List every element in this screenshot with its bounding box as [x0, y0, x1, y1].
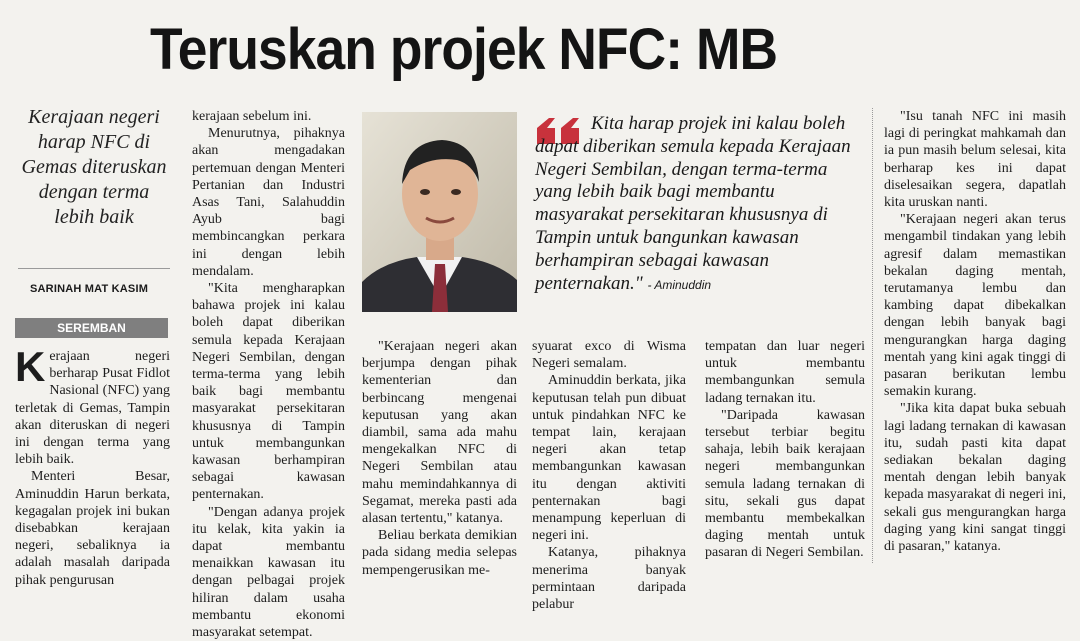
paragraph: "Isu tanah NFC ini masih lagi di peringkat mahkamah dan ia pun masih belum selesai, kita berharap kes ini dapat diselesaikan segera, dapatlah kita uruskan nanti. [884, 109, 1066, 211]
deck-rule [18, 268, 170, 269]
portrait-illustration [362, 112, 517, 312]
drop-cap: K [15, 343, 46, 390]
pull-quote [535, 113, 855, 296]
article-column-5 [705, 338, 865, 561]
paragraph: "Kerajaan negeri akan terus mengambil tindakan yang lebih agresif dalam memastikan bekalan daging mentah, terutamanya lembu dan kambing dapat dibekalkan dengan lebih banyak bagi mengurangkan harga daging mentah yang kini agak tinggi di pasaran berikutan lembu semakin kurang. [884, 212, 1066, 400]
deck-subheading: Kerajaan negeri harap NFC di Gemas diteruskan dengan terma lebih baik [21, 106, 167, 228]
article-column-2 [192, 108, 345, 641]
portrait-photo [362, 112, 517, 312]
paragraph: "Jika kita dapat buka sebuah lagi ladang ternakan di kawasan itu, sudah pasti kita dapat sediakan bekalan daging mentah dengan lebih banyak kepada masyarakat di negeri ini, sekali gus mengurangkan harga daging yang kini sangat tinggi di pasaran," katanya. [884, 401, 1066, 555]
article-column-4 [532, 338, 686, 613]
article-column-6 [884, 108, 1066, 563]
paragraph: "Kita mengharapkan bahawa projek ini kalau boleh dapat diberikan semula kepada Kerajaan Negeri Sembilan, dengan terma-terma yang lebih baik bagi membantu masyarakat persekitaran khususnya di Tampin untuk membangunkan kawasan berhampiran sebagai kawasan penternakan. [192, 281, 345, 503]
paragraph: Menteri Besar, Aminuddin Harun berkata, kegagalan projek ini bukan disebabkan kerajaan negeri, sebaliknya ia adalah masalah daripada pihak pengurusan [15, 469, 170, 588]
paragraph: "Dengan adanya projek itu kelak, kita yakin ia dapat membantu menaikkan kawasan itu dengan pelbagai projek hiliran dalam usaha membantu ekonomi masyarakat setempat. [192, 504, 345, 641]
paragraph: Katanya, pihaknya menerima banyak permintaan daripada pelabur [532, 545, 686, 613]
paragraph: kerajaan sebelum ini. [192, 109, 312, 124]
adjacent-page-bleed [1010, 40, 1080, 90]
article-column-3 [362, 338, 517, 578]
dateline-bar: SEREMBAN [15, 318, 168, 338]
byline: SARINAH MAT KASIM [30, 283, 149, 295]
paragraph: "Daripada kawasan tersebut terbiar begitu sahaja, lebih baik kerajaan negeri membangunkan semula ladang ternakan di situ, sekali gus dapat membantu membekalkan daging mentah untuk pasaran di Negeri Sembilan. [705, 407, 865, 561]
paragraph: syuarat exco di Wisma Negeri semalam. [532, 339, 686, 372]
paragraph: erajaan negeri berharap Pusat Fidlot Nasional (NFC) yang terletak di Gemas, Tampin akan diteruskan di negeri ini dengan terma yang lebih baik. [15, 349, 170, 468]
paragraph: tempatan dan luar negeri untuk membantu membangunkan semula ladang ternakan itu. [705, 339, 865, 406]
column-separator [872, 108, 873, 563]
paragraph: Aminuddin berkata, jika keputusan telah pun dibuat untuk pindahkan NFC ke tempat lain, kerajaan negeri akan tetap membangunkan kawasan itu dengan aktiviti penternakan bagi menampung keperluan di negeri ini. [532, 373, 686, 544]
article-column-1 [15, 343, 170, 588]
paragraph: Beliau berkata demikian pada sidang media selepas mempengerusikan me- [362, 528, 517, 578]
pull-quote-attribution: - Aminuddin [647, 277, 712, 292]
paragraph: Menurutnya, pihaknya akan mengadakan pertemuan dengan Menteri Pertanian dan Industri Asas Tani, Salahuddin Ayub bagi membincangkan perkara ini dengan lebih mendalam. [192, 126, 345, 279]
pull-quote-text: Kita harap projek ini kalau boleh dapat diberikan semula kepada Kerajaan Negeri Sembilan, dengan terma-terma yang lebih baik bagi membantu masyarakat persekitaran khususnya di Tampin untuk bangunkan kawasan berhampiran sebagai kawasan penternakan." [535, 113, 851, 294]
headline: Teruskan projek NFC: MB [150, 17, 778, 82]
paragraph: "Kerajaan negeri akan berjumpa dengan pihak kementerian dan berbincang mengenai keputusan yang akan diambil, sama ada mahu mengekalkan NFC di Negeri Sembilan atau mahu memindahkannya di Segamat, mereka pasti ada alasan tertentu," katanya. [362, 339, 517, 527]
